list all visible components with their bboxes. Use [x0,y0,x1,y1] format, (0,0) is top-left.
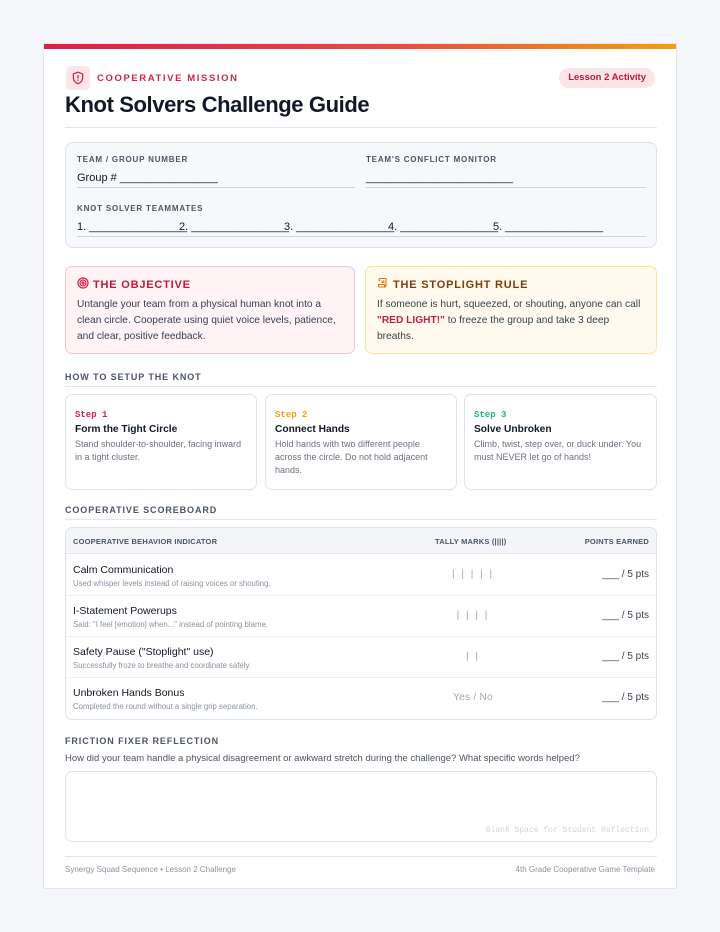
points-cell[interactable]: ___ / 5 pts [602,569,649,580]
lesson-badge: Lesson 2 Activity [559,68,655,88]
step-card-3 [464,394,657,490]
behavior-title: Calm Communication [73,564,174,576]
teammates-label: KNOT SOLVER TEAMMATES [77,204,204,213]
teammate-4-field[interactable]: 4. ________________ [388,221,499,233]
reflection-section-title: FRICTION FIXER REFLECTION [65,736,219,746]
table-row [66,596,656,637]
conflict-monitor-field[interactable]: ________________________ [366,172,513,184]
behavior-title: Safety Pause ("Stoplight" use) [73,646,214,658]
behavior-description: Used whisper levels instead of raising voices or shouting. [73,579,271,588]
stoplight-text-end: to freeze the group and take 3 deep breaths. [377,315,610,342]
conflict-monitor-label: TEAM'S CONFLICT MONITOR [366,155,497,164]
field-divider [77,236,646,237]
tally-cell[interactable]: | | [466,651,480,662]
worksheet-page [43,43,677,889]
field-divider [366,187,646,188]
behavior-description: Said: "I feel [emotion] when..." instead of pointing blame. [73,620,268,629]
step-number: Step 2 [275,410,308,420]
step-description: Hold hands with two different people across the circle. Do not hold adjacent hands. [275,439,428,475]
header-divider [65,127,657,128]
target-icon [77,277,89,292]
mission-kicker: COOPERATIVE MISSION [97,73,239,84]
yes-no-cell[interactable]: Yes / No [453,692,493,703]
footer-right: 4th Grade Cooperative Game Template [515,865,655,874]
col-header-tally: TALLY MARKS (||||) [435,537,507,546]
footer-left: Synergy Squad Sequence • Lesson 2 Challenge [65,865,236,874]
shield-alert-icon [66,66,90,90]
reflection-textarea[interactable] [65,771,657,842]
behavior-description: Completed the round without a single grip separation. [73,702,258,711]
setup-section-title: HOW TO SETUP THE KNOT [65,372,202,382]
group-number-label: TEAM / GROUP NUMBER [77,155,189,164]
stoplight-text [377,297,645,345]
reflection-placeholder: Blank Space for Student Reflection [485,826,649,835]
points-cell[interactable]: ___ / 5 pts [602,610,649,621]
tally-cell[interactable]: | | | | | [451,569,495,580]
table-row [66,678,656,719]
step-card-2 [265,394,457,490]
objective-card [65,266,355,354]
scoreboard-section-title: COOPERATIVE SCOREBOARD [65,505,218,515]
behavior-description: Successfully froze to breathe and coordinate safely. [73,661,251,670]
table-row [66,637,656,678]
teammate-2-field[interactable]: 2. ________________ [179,221,290,233]
step-title: Connect Hands [275,424,350,435]
objective-text: Untangle your team from a physical human knot into a clean circle. Cooperate using quiet voice levels, patience, and clear, positive feedback. [77,299,336,342]
page-title: Knot Solvers Challenge Guide [65,92,370,117]
step-title: Form the Tight Circle [75,424,178,435]
teammate-1-field[interactable]: 1. ________________ [77,221,188,233]
col-header-points: POINTS EARNED [584,537,649,546]
step-description: Stand shoulder-to-shoulder, facing inward in a tight cluster. [75,439,242,462]
behavior-title: Unbroken Hands Bonus [73,687,185,699]
behavior-title: I-Statement Powerups [73,605,177,617]
stoplight-card [365,266,657,354]
objective-title: THE OBJECTIVE [93,278,191,291]
stoplight-title: THE STOPLIGHT RULE [393,278,529,291]
step-number: Step 1 [75,410,108,420]
scoreboard-table [65,527,657,720]
team-info-panel [65,142,657,248]
group-number-field[interactable]: Group # ________________ [77,172,218,184]
step-description: Climb, twist, step over, or duck under. You must NEVER let go of hands! [474,439,642,462]
table-row [66,555,656,596]
accent-bar [44,44,676,49]
points-cell[interactable]: ___ / 5 pts [602,692,649,703]
field-divider [77,187,355,188]
section-divider [65,519,657,520]
stoplight-text-start: If someone is hurt, squeezed, or shouting, anyone can call [377,299,641,310]
teammate-5-field[interactable]: 5. ________________ [493,221,604,233]
step-title: Solve Unbroken [474,424,552,435]
tally-cell[interactable]: | | | | [456,610,490,621]
footer-divider [65,856,657,857]
table-header [66,528,656,554]
step-card-1 [65,394,257,490]
points-cell[interactable]: ___ / 5 pts [602,651,649,662]
teammate-3-field[interactable]: 3. ________________ [284,221,395,233]
step-number: Step 3 [474,410,507,420]
reflection-prompt: How did your team handle a physical disagreement or awkward stretch during the challenge? What specific words helped? [65,753,580,764]
section-divider [65,386,657,387]
red-light-callout: "RED LIGHT!" [377,315,445,326]
col-header-indicator: COOPERATIVE BEHAVIOR INDICATOR [73,537,218,546]
scroll-icon [377,277,389,292]
